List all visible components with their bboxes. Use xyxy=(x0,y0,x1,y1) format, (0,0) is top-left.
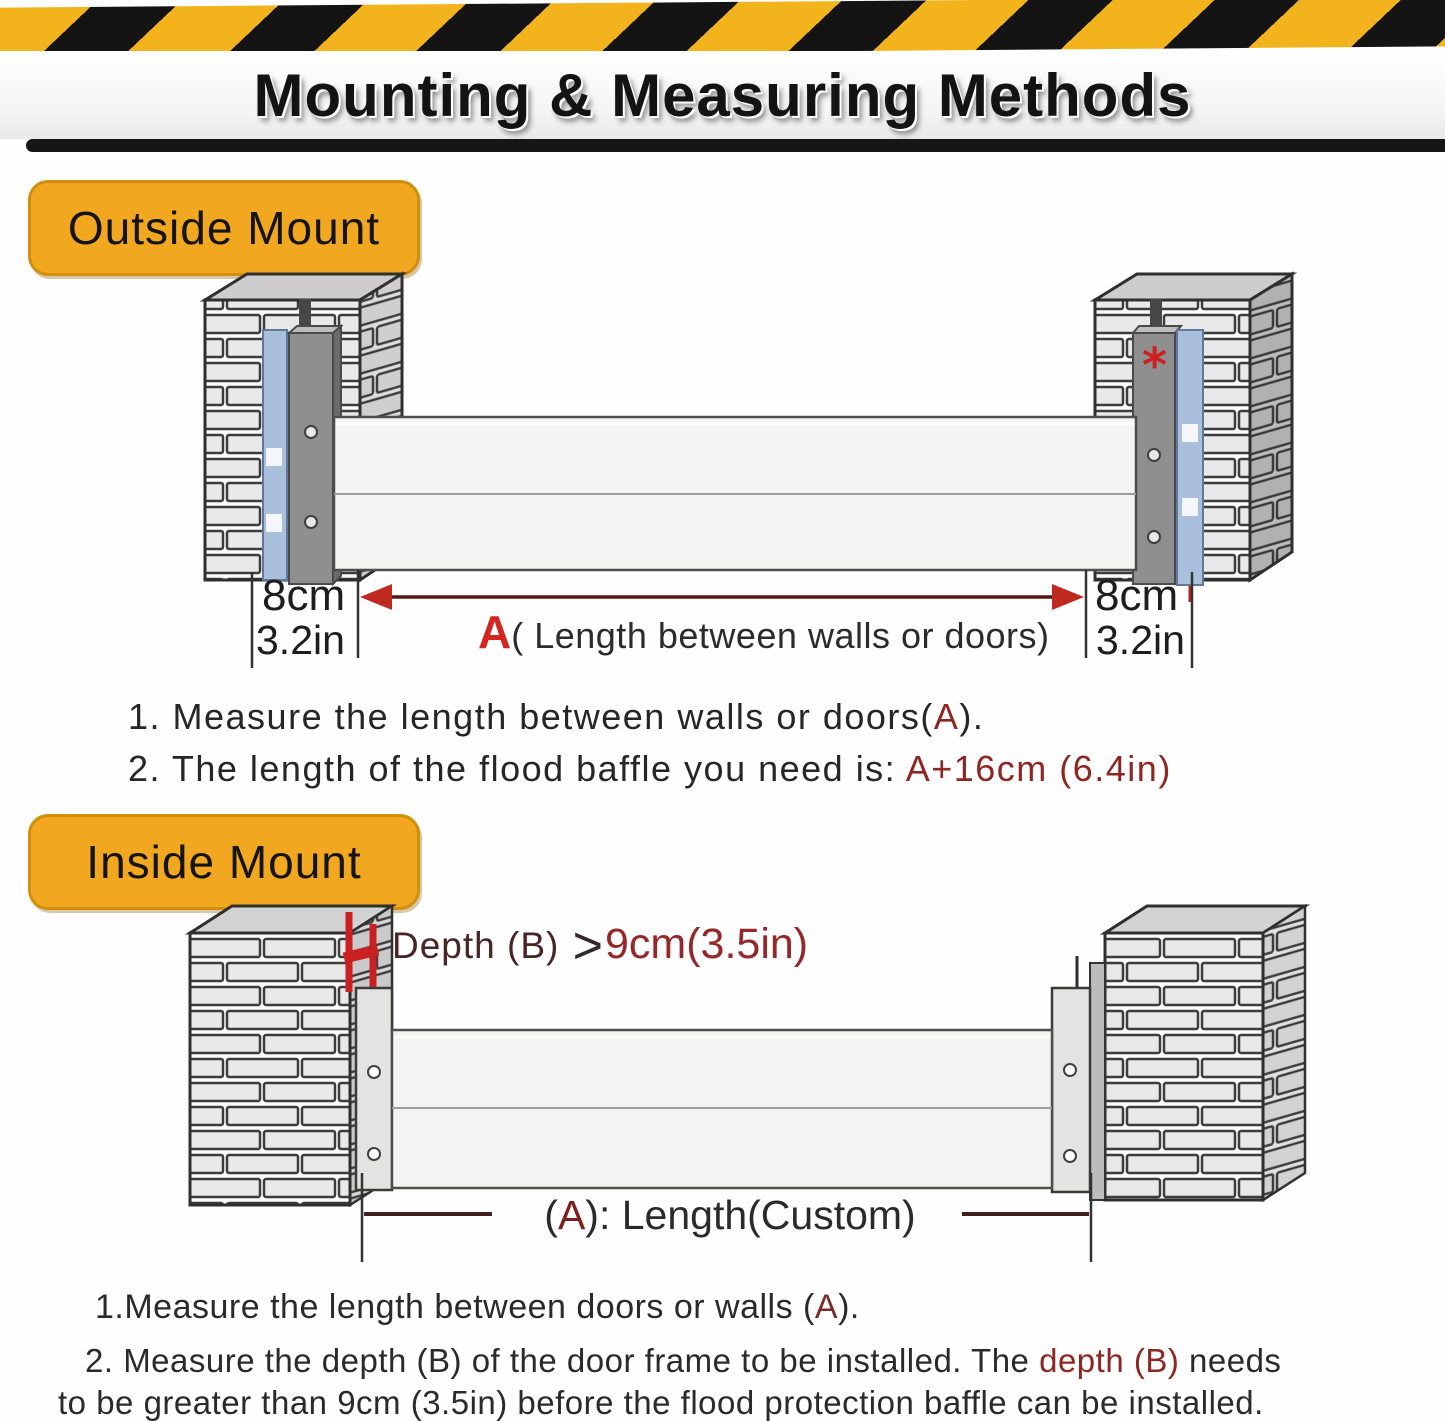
outside-barrier xyxy=(334,417,1136,570)
depth-value-text: 9cm(3.5in) xyxy=(605,920,809,968)
step-text: 2. Measure the depth (B) of the door frame to be installed. The xyxy=(85,1342,1040,1379)
depth-gauge-red-bar xyxy=(344,950,378,958)
inside-right-pillar xyxy=(1052,906,1305,1200)
step-text: 1. Measure the length between walls or doors( xyxy=(128,696,934,737)
screw-hole xyxy=(368,1148,380,1160)
step-text: 1.Measure the length between doors or walls ( xyxy=(95,1288,815,1326)
outside-step-1 xyxy=(128,696,984,738)
channel-notch xyxy=(1182,498,1198,516)
span-label-a: A xyxy=(478,606,512,658)
arrow-head-right xyxy=(1052,584,1084,610)
channel-notch xyxy=(266,514,282,532)
door-jamb-return xyxy=(1090,963,1105,1200)
outside-right-dim-cm: 8cm xyxy=(1095,571,1179,620)
inside-step-1 xyxy=(95,1288,860,1327)
span-label-text: ( Length between walls or doors) xyxy=(511,615,1050,656)
pillar-side-shade xyxy=(1250,274,1292,580)
outside-mount-badge-label: Outside Mount xyxy=(67,202,381,254)
screw-hole xyxy=(305,426,317,438)
inside-depth-label xyxy=(392,916,808,976)
screw-hole xyxy=(1148,449,1160,461)
screw-hole xyxy=(368,1066,380,1078)
pillar-front-face xyxy=(1105,933,1263,1200)
screw-hole xyxy=(305,516,317,528)
inside-left-pillar xyxy=(190,906,392,1205)
page-title: Mounting & Measuring Methods xyxy=(253,61,1192,129)
step-text-red: A+16cm (6.4in) xyxy=(905,748,1172,789)
depth-gt-sign: > xyxy=(572,917,603,975)
channel-notch xyxy=(1182,424,1198,442)
step-text-a: A xyxy=(933,696,960,737)
outside-step-2 xyxy=(128,748,1172,790)
arrow-head-left xyxy=(360,584,392,610)
seal-channel-blue xyxy=(1177,330,1203,585)
inside-step-2-line-2 xyxy=(58,1384,1264,1421)
outside-left-dim-cm: 8cm xyxy=(262,571,346,620)
screw-hole xyxy=(1064,1150,1076,1162)
length-label-post: ): Length(Custom) xyxy=(585,1192,916,1238)
length-label-a: A xyxy=(557,1192,586,1238)
step-text-red: depth (B) xyxy=(1039,1342,1180,1379)
inside-length-label xyxy=(500,1192,960,1239)
step-text: 2. The length of the flood baffle you need is: xyxy=(128,748,906,789)
depth-label-text: Depth (B) xyxy=(392,925,571,966)
pillar-side-shade xyxy=(1263,906,1305,1200)
step-text: ). xyxy=(838,1288,860,1326)
inside-step-2-line-1 xyxy=(85,1342,1281,1380)
bracket-top-bevel xyxy=(1133,326,1181,333)
mounting-bracket xyxy=(289,333,333,584)
screw-hole xyxy=(1148,531,1160,543)
step-text-a: A xyxy=(814,1288,839,1326)
channel-notch xyxy=(266,448,282,466)
inside-mount-badge-label: Inside Mount xyxy=(86,836,362,888)
step-text: needs xyxy=(1179,1342,1282,1379)
length-label-pre: ( xyxy=(544,1192,558,1238)
pillar-front-face xyxy=(190,933,350,1205)
step-text: to be greater than 9cm (3.5in) before the flood protection baffle can be installed. xyxy=(58,1384,1264,1421)
corner-marker-icon: * xyxy=(1142,338,1168,394)
outside-span-label xyxy=(478,605,1050,659)
step-text: ). xyxy=(959,696,985,737)
outside-right-dim-in: 3.2in xyxy=(1096,617,1185,663)
outside-left-dim-in: 3.2in xyxy=(256,617,345,663)
screw-hole xyxy=(1064,1064,1076,1076)
inside-barrier xyxy=(392,1030,1052,1188)
